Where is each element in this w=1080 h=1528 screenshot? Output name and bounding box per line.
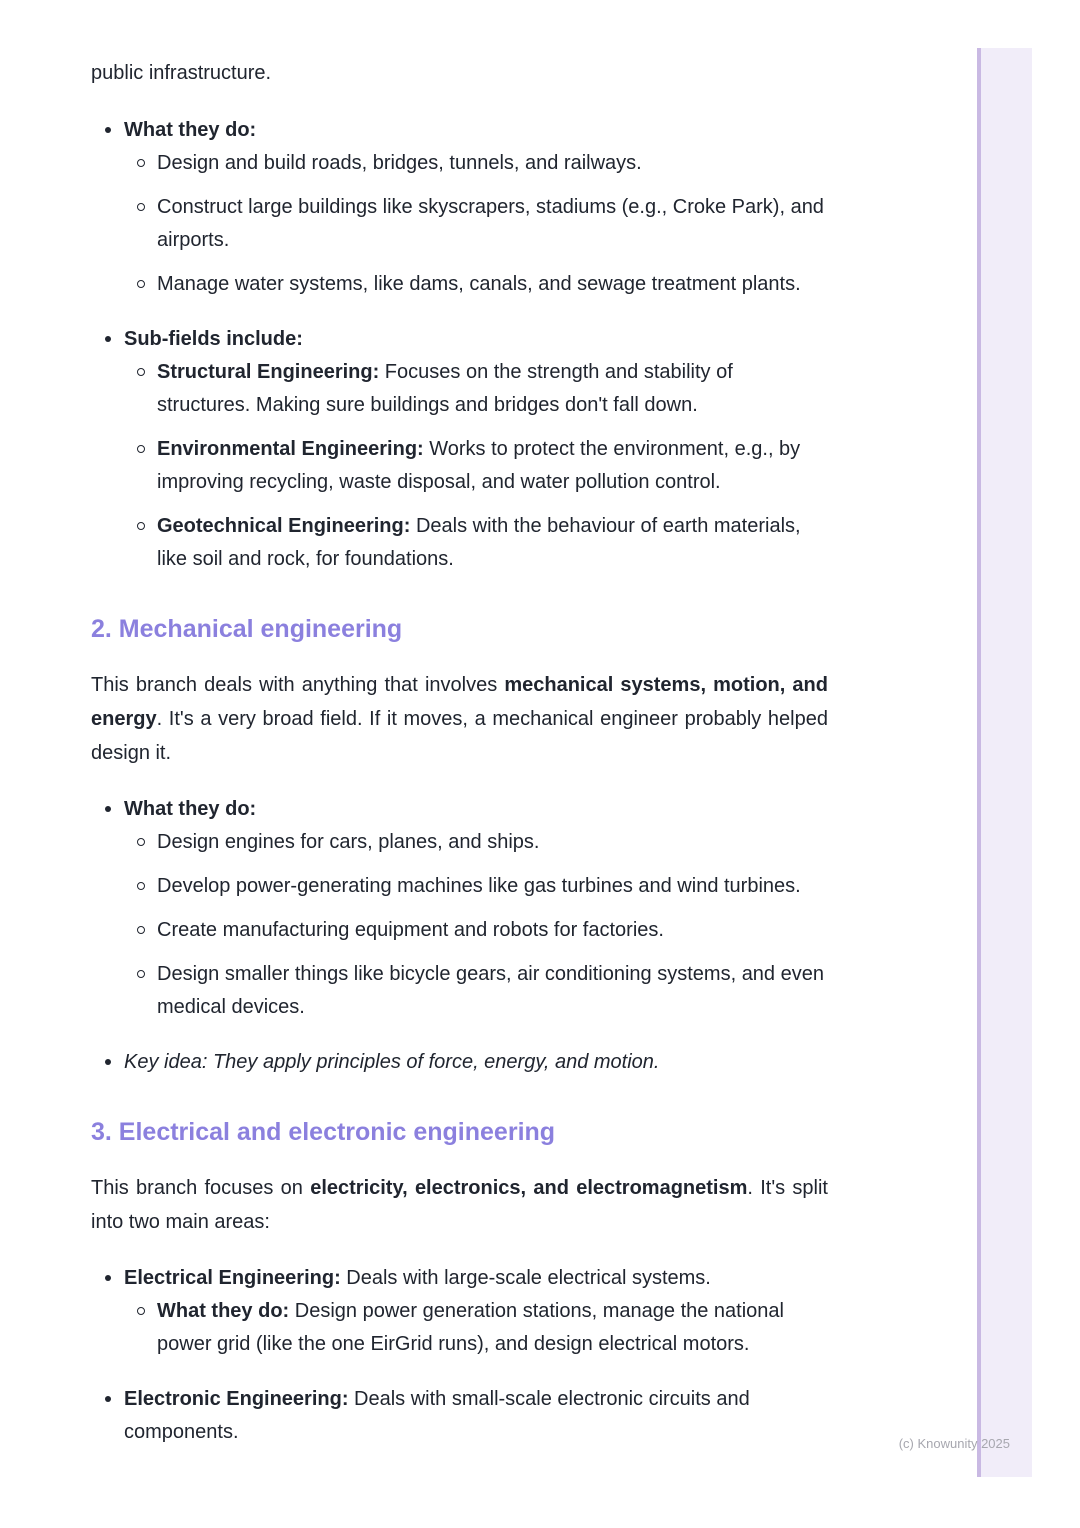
what-they-do-label: What they do: <box>124 119 257 141</box>
subfield-term: Structural Engineering: <box>157 361 380 383</box>
paragraph-bold-text: electricity, electronics, and electromagnetism <box>310 1177 748 1199</box>
subfield-desc: Focuses on the strength and stability of structures. Making sure buildings and bridges don't fall down. <box>157 361 733 416</box>
electrical-paragraph <box>91 1171 828 1239</box>
subfields-label: Sub-fields include: <box>124 328 303 350</box>
paragraph-text: . It's a very broad field. If it moves, a mechanical engineer probably helped design it. <box>91 708 828 764</box>
list-item: Develop power-generating machines like gas turbines and wind turbines. <box>157 870 828 903</box>
intro-text: public infrastructure. <box>91 62 272 84</box>
list-item <box>157 356 828 422</box>
what-they-do-desc: Design power generation stations, manage the national power grid (like the one EirGrid runs), and design electrical motors. <box>157 1300 784 1355</box>
what-they-do-label: What they do: <box>124 798 257 820</box>
electrical-what-sublist <box>124 1295 828 1361</box>
civil-subfields-sublist <box>124 356 828 576</box>
branch-desc: Deals with small-scale electronic circuits and components. <box>124 1388 750 1443</box>
list-item <box>157 433 828 499</box>
civil-engineering-list <box>91 114 828 576</box>
list-item-electrical-engineering <box>124 1262 828 1361</box>
branch-term: Electrical Engineering: <box>124 1267 341 1289</box>
page-edge-strip <box>977 48 1032 1477</box>
paragraph-bold-text: mechanical systems, motion, and energy <box>91 674 828 730</box>
copyright-footer: (c) Knowunity 2025 <box>898 1436 1010 1451</box>
list-item <box>157 1295 828 1361</box>
mechanical-list <box>91 793 828 1079</box>
electrical-list <box>91 1262 828 1449</box>
list-item-what-they-do <box>124 114 828 301</box>
civil-what-sublist <box>124 147 828 301</box>
list-item-key-idea: Key idea: They apply principles of force, energy, and motion. <box>124 1046 828 1079</box>
branch-desc: Deals with large-scale electrical systems. <box>340 1267 711 1289</box>
branch-term: Electronic Engineering: <box>124 1388 349 1410</box>
list-item: Construct large buildings like skyscrapers, stadiums (e.g., Croke Park), and airports. <box>157 191 828 257</box>
list-item <box>157 510 828 576</box>
list-item: Manage water systems, like dams, canals, and sewage treatment plants. <box>157 268 828 301</box>
paragraph-text: . It's split into two main areas: <box>91 1177 828 1233</box>
what-they-do-label: What they do: <box>157 1300 290 1322</box>
list-item-what-they-do <box>124 793 828 1024</box>
list-item: Create manufacturing equipment and robots for factories. <box>157 914 828 947</box>
paragraph-text: This branch deals with anything that involves <box>91 674 505 696</box>
page-content <box>91 57 828 1449</box>
section-heading-electrical: 3. Electrical and electronic engineering <box>91 1118 556 1146</box>
mechanical-what-sublist <box>124 826 828 1024</box>
list-item: Design smaller things like bicycle gears, air conditioning systems, and even medical devices. <box>157 958 828 1024</box>
subfield-term: Environmental Engineering: <box>157 438 424 460</box>
subfield-desc: Deals with the behaviour of earth materials, like soil and rock, for foundations. <box>157 515 801 570</box>
subfield-term: Geotechnical Engineering: <box>157 515 411 537</box>
paragraph-text: This branch focuses on <box>91 1177 311 1199</box>
list-item-subfields <box>124 323 828 576</box>
subfield-desc: Works to protect the environment, e.g., by improving recycling, waste disposal, and water pollution control. <box>157 438 801 493</box>
list-item: Design and build roads, bridges, tunnels, and railways. <box>157 147 828 180</box>
list-item-electronic-engineering <box>124 1383 828 1449</box>
list-item: Design engines for cars, planes, and ships. <box>157 826 828 859</box>
section-heading-mechanical: 2. Mechanical engineering <box>91 615 403 643</box>
mechanical-paragraph <box>91 668 828 770</box>
